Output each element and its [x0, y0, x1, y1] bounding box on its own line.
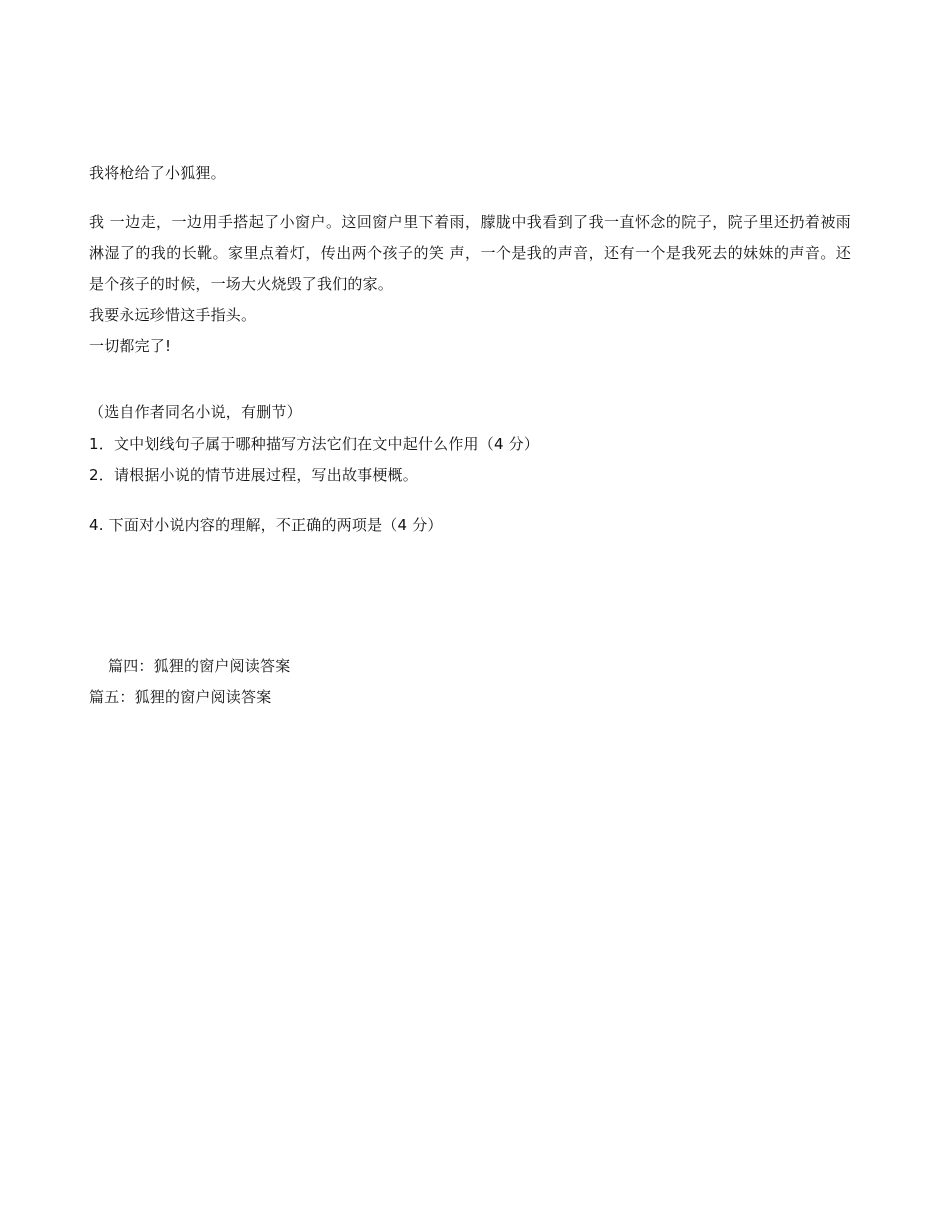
source-note: （选自作者同名小说，有删节） — [89, 403, 302, 421]
question-2: 2．请根据小说的情节进展过程，写出故事梗概。 — [89, 466, 418, 484]
text-line-treasure: 我要永远珍惜这手指头。 — [89, 306, 257, 324]
chapter-4-heading: 篇四：狐狸的窗户阅读答案 — [108, 657, 291, 675]
question-1: 1．文中划线句子属于哪种描写方法它们在文中起什么作用（4 分） — [89, 435, 540, 453]
question-4: 4. 下面对小说内容的理解，不正确的两项是（4 分） — [89, 516, 443, 534]
story-paragraph: 我 一边走，一边用手搭起了小窗户。这回窗户里下着雨，朦胧中我看到了我一直怀念的院子，院子里还扔着被雨淋湿了的我的长靴。家里点着灯，传出两个孩子的笑 声，一个是我的声音，还有一个是我死去的妹妹的声音。还是个孩子的时候，一场大火烧毁了我们的家。 — [89, 213, 851, 293]
text-line-ending: 一切都完了! — [89, 337, 172, 355]
chapter-5-heading: 篇五：狐狸的窗户阅读答案 — [89, 688, 272, 706]
text-line-gun: 我将枪给了小狐狸。 — [89, 164, 226, 182]
